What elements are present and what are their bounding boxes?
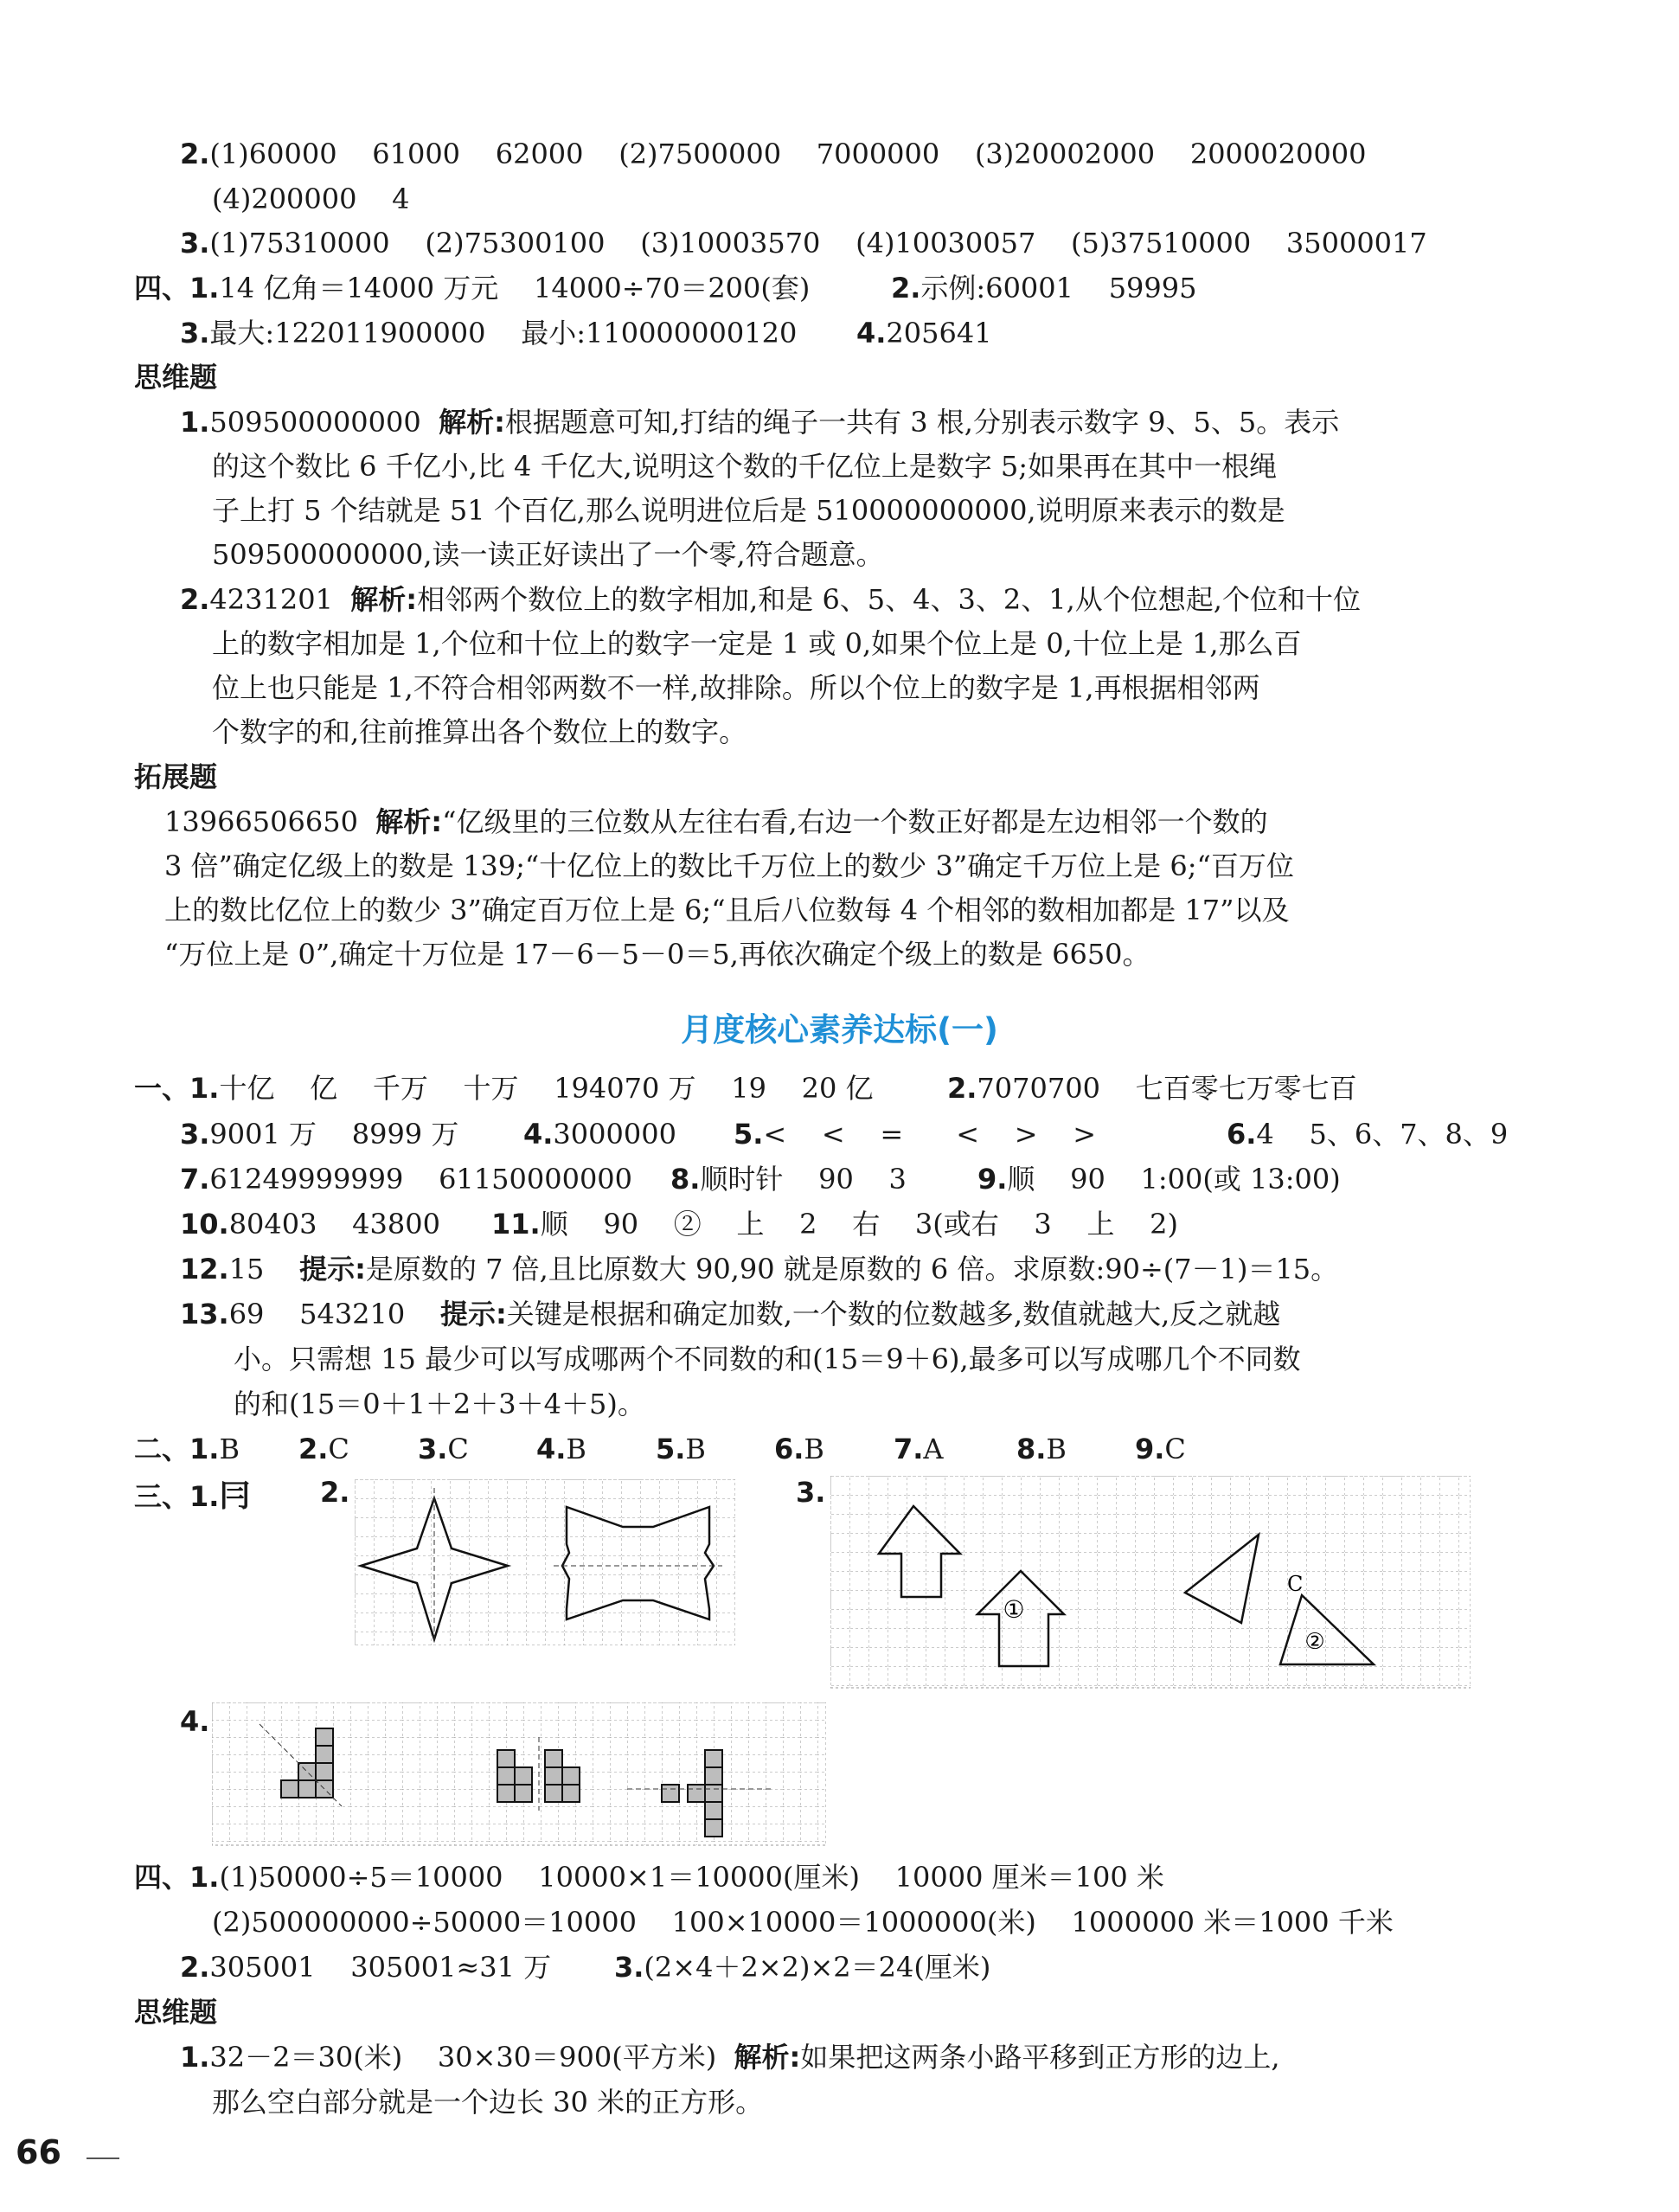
answer-text: 顺时针 90 3 <box>700 1163 907 1196</box>
answer-text: 61249999999 61150000000 <box>209 1163 633 1196</box>
figure-3 <box>830 1476 1471 1692</box>
choice-answer: B <box>1046 1433 1067 1465</box>
answer-line: 位上也只能是 1,不符合相邻两数不一样,故排除。所以个位上的数字是 1,再根据相邻两 <box>212 671 1260 704</box>
item-number: 2. <box>320 1476 350 1509</box>
choice-item <box>1016 1432 1067 1466</box>
answer-line <box>180 1162 632 1196</box>
grid-cell <box>316 1746 333 1763</box>
grid-cell <box>515 1785 532 1802</box>
item-number: 2. <box>180 138 210 170</box>
item-number: 4. <box>523 1118 554 1151</box>
item-number: 4. <box>536 1433 567 1465</box>
page-number: 66 <box>16 2133 61 2171</box>
answer-text: “亿级里的三位数从左往右看,右边一个数正好都是左边相邻一个数的 <box>442 805 1268 838</box>
answer-text: 13966506650 <box>164 805 358 838</box>
answer-line <box>180 1117 458 1151</box>
item-number: 3. <box>180 227 210 260</box>
answer-text: 80403 43800 <box>228 1208 440 1241</box>
item-number: 5. <box>656 1433 686 1465</box>
grid-cell <box>281 1780 298 1798</box>
grid-cell <box>545 1750 562 1767</box>
choice-answer: B <box>219 1433 240 1465</box>
answer-line: 那么空白部分就是一个边长 30 米的正方形。 <box>212 2086 764 2119</box>
figure-4 <box>212 1702 826 1850</box>
item-number: 13. <box>180 1298 229 1330</box>
choice-answer: B <box>804 1433 824 1465</box>
grid-cell <box>662 1785 679 1802</box>
answer-line: (2)500000000÷50000＝10000 100×10000＝1000000(米) 1000000 米＝1000 千米 <box>212 1906 1394 1939</box>
grid-cell <box>497 1767 515 1785</box>
answer-line: 个数字的和,往前推算出各个数位上的数字。 <box>212 715 747 748</box>
answer-line <box>491 1207 1178 1241</box>
item-number: 6. <box>774 1433 804 1465</box>
answer-line <box>134 1860 1164 1895</box>
item-number: 7. <box>894 1433 924 1465</box>
item-number: 4. <box>180 1705 210 1738</box>
grid-cell <box>545 1767 562 1785</box>
item-number: 11. <box>491 1208 541 1241</box>
answer-line <box>180 1950 551 1984</box>
answer-line <box>977 1162 1341 1196</box>
answer-text: 9001 万 8999 万 <box>209 1118 459 1151</box>
answer-line <box>180 226 1427 260</box>
answer-text: 相邻两个数位上的数字相加,和是 6、5、4、3、2、1,从个位想起,个位和十位 <box>417 583 1361 616</box>
item-number: 5. <box>734 1118 764 1151</box>
vertex-label-c: C <box>1287 1572 1304 1596</box>
answer-line: “万位上是 0”,确定十万位是 17－6－5－0＝5,再依次确定个级上的数是 6650。 <box>164 938 1150 971</box>
grid-cell <box>515 1767 532 1785</box>
choice-item <box>894 1432 944 1466</box>
answer-text: 4 5、6、7、8、9 <box>1256 1118 1509 1151</box>
analysis-label: 解析: <box>375 805 443 838</box>
answer-line <box>180 1297 1280 1331</box>
answer-text: 32－2＝30(米) 30×30＝900(平方米) <box>209 2041 717 2074</box>
item-number: 2. <box>180 583 210 616</box>
answer-line <box>947 1071 1357 1106</box>
item-number: 3. <box>180 1118 210 1151</box>
answer-text: < < = < > > <box>763 1118 1097 1151</box>
answer-text: 如果把这两条小路平移到正方形的边上, <box>800 2041 1280 2074</box>
grid-cell <box>316 1728 333 1746</box>
answer-text: 69 543210 <box>228 1298 406 1330</box>
answer-text: (1)50000÷5＝10000 10000×1＝10000(厘米) 10000 厘米＝100 米 <box>219 1861 1164 1894</box>
grid-cell <box>497 1750 515 1767</box>
answer-line: 小。只需想 15 最少可以写成哪两个不同数的和(15＝9＋6),最多可以写成哪几个不同数 <box>234 1343 1301 1375</box>
answer-line: 子上打 5 个结就是 51 个百亿,那么说明进位后是 510000000000,说明原来表示的数是 <box>212 494 1285 527</box>
grid-cell <box>497 1785 515 1802</box>
item-number: 7. <box>180 1163 210 1196</box>
answer-line <box>734 1117 1096 1151</box>
answer-line <box>180 405 1339 439</box>
answer-line <box>212 182 410 216</box>
answer-text: 顺 90 ② 上 2 右 3(或右 3 上 2) <box>540 1208 1179 1241</box>
item-number: 二、1. <box>134 1433 220 1465</box>
answer-text: 205641 <box>886 317 992 349</box>
choice-item <box>536 1432 586 1466</box>
answer-line <box>523 1117 676 1151</box>
item-number: 四、1. <box>134 272 220 305</box>
item-number: 1. <box>180 2041 210 2074</box>
answer-line: 上的数字相加是 1,个位和十位上的数字一定是 1 或 0,如果个位上是 0,十位上是 1,那么百 <box>212 627 1302 660</box>
circle-label-1: ① <box>1003 1595 1025 1624</box>
choice-answer: C <box>447 1433 469 1465</box>
grid-cell <box>705 1785 722 1802</box>
grid-cell <box>705 1802 722 1819</box>
analysis-label: 解析: <box>350 583 418 616</box>
page-number-divider <box>87 2158 119 2159</box>
item-number: 3. <box>418 1433 448 1465</box>
item-number: 2. <box>298 1433 329 1465</box>
answer-line: 509500000000,读一读正好读出了一个零,符合题意。 <box>212 538 884 571</box>
item-number: 8. <box>1016 1433 1047 1465</box>
grid-cell <box>562 1785 580 1802</box>
answer-text: 15 <box>228 1253 265 1286</box>
answer-line: 3 倍”确定亿级上的数是 139;“十亿位上的数比千万位上的数少 3”确定千万位上是 6;“百万位 <box>164 850 1294 882</box>
item-number: 四、1. <box>134 1861 220 1894</box>
choice-item <box>134 1432 240 1466</box>
choice-item <box>418 1432 469 1466</box>
answer-line <box>180 1207 440 1241</box>
item-number: 10. <box>180 1208 229 1241</box>
figure-2 <box>355 1479 735 1645</box>
analysis-label: 解析: <box>439 406 505 439</box>
item-number: 9. <box>1135 1433 1165 1465</box>
answer-text: 是原数的 7 倍,且比原数大 90,90 就是原数的 6 倍。求原数:90÷(7－1)＝15。 <box>365 1253 1339 1286</box>
answer-line <box>180 1252 1338 1286</box>
answer-line <box>180 582 1361 617</box>
answer-text: (2×4＋2×2)×2＝24(厘米) <box>644 1951 991 1984</box>
choice-answer: A <box>923 1433 944 1465</box>
grid-cell <box>562 1767 580 1785</box>
answer-text: 305001 305001≈31 万 <box>209 1951 552 1984</box>
section-heading: 思维题 <box>134 361 218 394</box>
answer-line: 的和(15＝0＋1＋2＋3＋4＋5)。 <box>234 1388 645 1420</box>
answer-text: (1)60000 61000 62000 (2)7500000 7000000 (3)20002000 2000020000 <box>209 138 1367 170</box>
item-number: 一、1. <box>134 1072 220 1105</box>
section-heading: 思维题 <box>134 1996 218 2029</box>
item-number: 9. <box>977 1163 1008 1196</box>
answer-line: 上的数比亿位上的数少 3”确定百万位上是 6;“且后八位数每 4 个相邻的数相加都是 17”以及 <box>164 894 1290 926</box>
item-number: 8. <box>670 1163 701 1196</box>
answer-line: 的这个数比 6 千亿小,比 4 千亿大,说明这个数的千亿位上是数字 5;如果再在其中一根绳 <box>212 450 1278 483</box>
grid-cell <box>298 1780 316 1798</box>
choice-answer: C <box>328 1433 349 1465</box>
answer-line <box>180 2040 1280 2074</box>
grid-cell <box>688 1785 705 1802</box>
choice-answer: B <box>685 1433 706 1465</box>
circle-label-2: ② <box>1304 1629 1325 1655</box>
item-number: 2. <box>947 1072 977 1105</box>
hint-label: 提示: <box>439 1298 507 1330</box>
answer-line <box>856 316 992 350</box>
choice-item <box>1135 1432 1186 1466</box>
answer-text: 3000000 <box>553 1118 676 1151</box>
grid-cell <box>298 1763 316 1780</box>
answer-line <box>180 137 1366 171</box>
answer-line <box>134 271 810 305</box>
item-number: 6. <box>1227 1118 1257 1151</box>
item-number: 2. <box>180 1951 210 1984</box>
item-number: 1. <box>180 406 210 439</box>
answer-line <box>670 1162 907 1196</box>
grid-cell <box>705 1819 722 1837</box>
choice-item <box>656 1432 706 1466</box>
answer-text: 关键是根据和确定加数,一个数的位数越多,数值就越大,反之就越 <box>506 1298 1281 1330</box>
section-heading: 拓展题 <box>134 760 218 793</box>
answer-line <box>180 316 797 350</box>
grid-background <box>830 1476 1471 1688</box>
item-number: 3. <box>614 1951 644 1984</box>
symmetry-answer: 冃 <box>219 1478 251 1514</box>
answer-text: 509500000000 <box>209 406 421 439</box>
answer-line <box>891 271 1197 305</box>
choice-answer: C <box>1164 1433 1186 1465</box>
grid-background <box>355 1479 735 1645</box>
grid-cell <box>705 1750 722 1767</box>
choice-item <box>298 1432 349 1466</box>
choice-item <box>774 1432 824 1466</box>
grid-cell <box>705 1767 722 1785</box>
answer-text: 14 亿角＝14000 万元 14000÷70＝200(套) <box>219 272 811 305</box>
section-title: 月度核心素养达标(一) <box>681 1011 998 1048</box>
grid-cell <box>316 1763 333 1780</box>
answer-line <box>164 805 1268 839</box>
answer-text: (1)75310000 (2)75300100 (3)10003570 (4)10030057 (5)37510000 35000017 <box>209 227 1427 260</box>
item-number: 3. <box>796 1476 826 1509</box>
answer-text: 示例:60001 59995 <box>920 272 1197 305</box>
choice-answer: B <box>566 1433 586 1465</box>
grid-cell <box>545 1785 562 1802</box>
answer-line <box>1227 1117 1508 1151</box>
item-number: 3. <box>180 317 210 349</box>
item-number: 三、1. <box>134 1480 220 1513</box>
item-number: 2. <box>891 272 921 305</box>
answer-text: 7070700 七百零七万零七百 <box>977 1072 1357 1105</box>
answer-line <box>614 1950 990 1984</box>
answer-text: 顺 90 1:00(或 13:00) <box>1007 1163 1341 1196</box>
analysis-label: 解析: <box>734 2041 801 2074</box>
item-number: 4. <box>856 317 887 349</box>
answer-text: 根据题意可知,打结的绳子一共有 3 根,分别表示数字 9、5、5。表示 <box>504 406 1340 439</box>
hint-label: 提示: <box>299 1253 366 1286</box>
answer-line <box>134 1071 874 1106</box>
answer-text: 十亿 亿 千万 十万 194070 万 19 20 亿 <box>219 1072 874 1105</box>
answer-line <box>134 1479 250 1514</box>
answer-text: 4231201 <box>209 583 333 616</box>
answer-text: 最大:122011900000 最小:110000000120 <box>209 317 798 349</box>
item-number: 12. <box>180 1253 229 1286</box>
answer-text: (4)200000 4 <box>212 183 410 215</box>
